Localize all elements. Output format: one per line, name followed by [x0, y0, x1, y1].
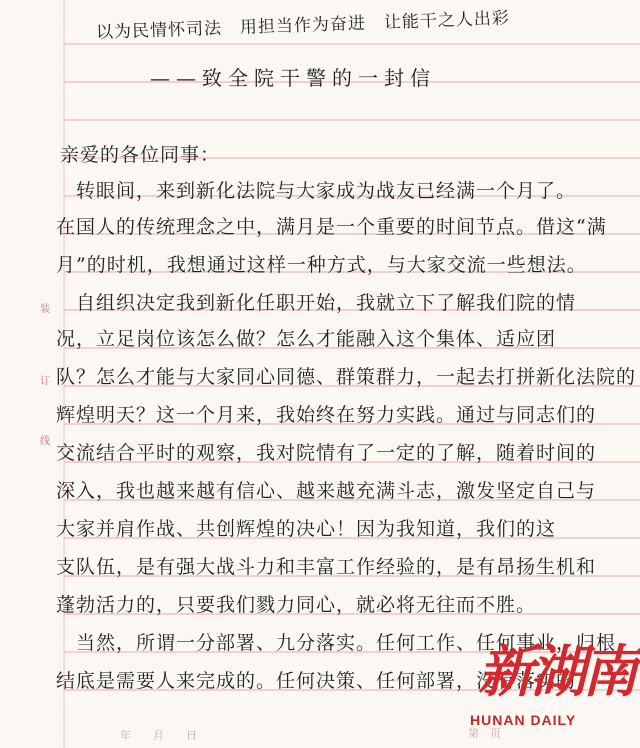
- body-line: 蓬勃活力的，只要我们戮力同心，就必将无往而不胜。: [56, 594, 537, 616]
- body-line: 大家并肩作战、共创辉煌的决心！因为我知道，我们的这: [56, 518, 557, 540]
- body-line: 况，立足岗位该怎么做？怎么才能融入这个集体、适应团: [56, 328, 557, 350]
- body-line: 支队伍，是有强大战斗力和丰富工作经验的，是有昂扬生机和: [56, 556, 597, 578]
- hunan-daily-watermark: 新湖南: [478, 640, 634, 705]
- hunan-daily-watermark-en: HUNAN DAILY: [470, 712, 577, 728]
- body-line: 深入，我也越来越有信心、越来越充满斗志，激发坚定自己与: [56, 480, 597, 502]
- letter-title: 以为民情怀司法 用担当作为奋进 让能干之人出彩: [95, 8, 511, 43]
- footer-date-label: 年月日: [120, 729, 219, 742]
- body-line: 转眼间，来到新化法院与大家成为战友已经满一个月了。: [56, 180, 577, 202]
- body-line: 自组织决定我到新化任职开始，我就立下了解我们院的情: [56, 292, 577, 314]
- footer-page-label: 第 页: [468, 727, 501, 740]
- margin-label-2: 订: [40, 376, 50, 387]
- margin-label-3: 线: [40, 436, 50, 447]
- body-line: 月”的时机，我想通过这样一种方式，与大家交流一些想法。: [56, 254, 587, 276]
- body-line: 在国人的传统理念之中，满月是一个重要的时间节点。借这“满: [56, 216, 607, 238]
- body-line: 队？怎么才能与大家同心同德、群策群力，一起去打拼新化法院的: [56, 366, 637, 388]
- body-line: 当然，所谓一分部署、九分落实。任何工作、任何事业，归根: [56, 632, 617, 654]
- margin-label-1: 装: [40, 304, 50, 315]
- salutation: 亲爱的各位同事：: [60, 144, 221, 166]
- body-line: 交流结合平时的观察，我对院情有了一定的了解，随着时间的: [56, 442, 597, 464]
- body-line: 结底是需要人来完成的。任何决策、任何部署，没有落实的: [56, 670, 577, 692]
- body-line: 辉煌明天？这一个月来，我始终在努力实践。通过与同志们的: [56, 404, 597, 426]
- letter-subtitle: ——致全院干警的一封信: [150, 66, 436, 90]
